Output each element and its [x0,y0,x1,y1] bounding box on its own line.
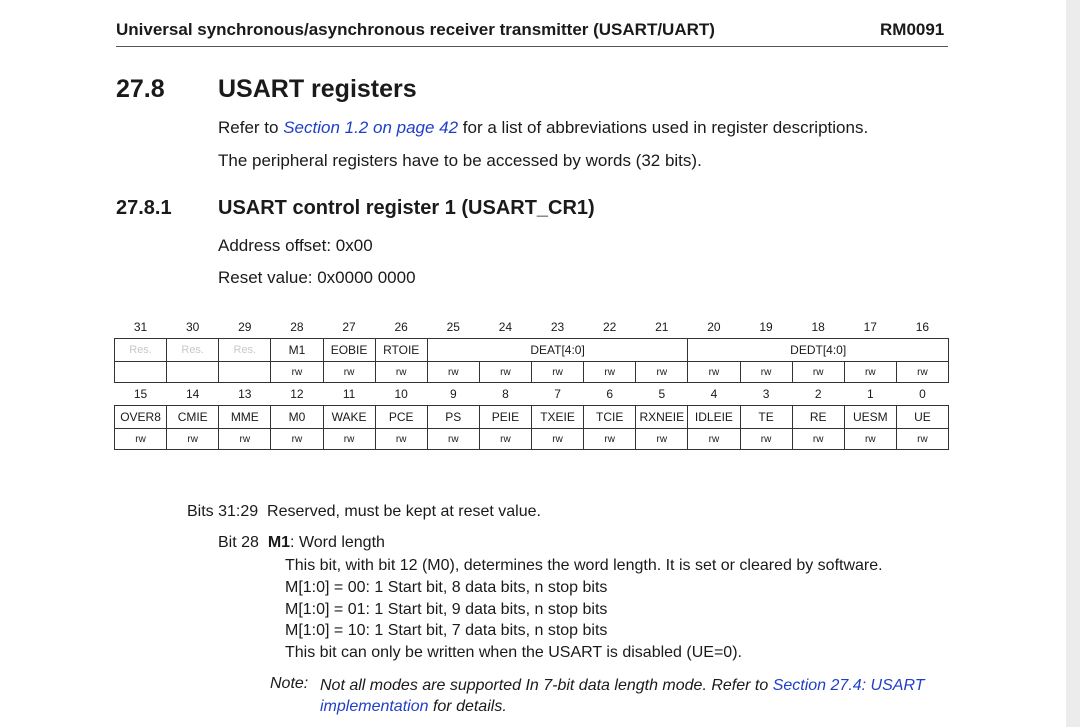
access-type: rw [219,429,271,450]
bit-number: 0 [919,387,926,401]
register-field: PCE [375,406,427,429]
access-type: rw [740,362,792,383]
access-type: rw [271,429,323,450]
bit-28-line: This bit, with bit 12 (M0), determines the word length. It is set or cleared by software. [285,557,883,574]
register-field: TCIE [584,406,636,429]
access-type: rw [636,362,688,383]
note-label: Note: [270,675,309,692]
upper-field-row [115,339,949,362]
register-field: M0 [271,406,323,429]
note-text-before: Not all modes are supported In 7-bit data length mode. Refer to [320,677,773,694]
register-field: OVER8 [115,406,167,429]
section-number: 27.8 [116,75,165,103]
register-field: MME [219,406,271,429]
lower-bit-number-row [115,383,949,406]
access-type: rw [115,429,167,450]
access-type: rw [844,429,896,450]
access-type: rw [375,429,427,450]
bit-number: 26 [394,320,408,334]
access-type: rw [167,429,219,450]
access-type: rw [532,362,584,383]
bit-number: 10 [394,387,408,401]
access-type: rw [479,362,531,383]
bit-28-title: : Word length [290,534,385,551]
access-type: rw [584,362,636,383]
viewer-scroll-strip [1066,0,1080,727]
upper-bit-number-row [115,316,949,339]
access-type: rw [896,362,948,383]
register-field: TE [740,406,792,429]
bit-number: 9 [449,387,457,401]
lower-field-row [115,406,949,429]
register-field: RE [792,406,844,429]
bit-28-line: M[1:0] = 10: 1 Start bit, 7 data bits, n stop bits [285,622,608,639]
bit-number: 23 [550,320,565,334]
register-field: RXNEIE [636,406,688,429]
access-type: rw [479,429,531,450]
access-type [115,362,167,383]
bit-number: 22 [603,320,617,334]
bit-28-name: M1 [267,534,291,551]
reserved-field: Res. [115,339,167,362]
intro-text-before: Refer to [218,118,284,137]
note-text-after: for details. [428,698,507,715]
upper-access-row [115,362,949,383]
register-field: TXEIE [532,406,584,429]
access-type: rw [740,429,792,450]
register-field: EOBIE [323,339,375,362]
bits-31-29-text: Reserved, must be kept at reset value. [267,503,541,520]
section-title: USART registers [218,75,417,103]
section-1-2-link[interactable]: Section 1.2 on page 42 [283,118,459,137]
subsection-title: USART control register 1 (USART_CR1) [218,197,595,219]
section-intro-paragraph [218,118,868,138]
access-type: rw [688,429,740,450]
bit-number: 19 [759,320,773,334]
register-field: PEIE [479,406,531,429]
bit-number: 14 [186,387,200,401]
reserved-field: Res. [219,339,271,362]
bits-31-29-label: Bits 31:29 [187,503,259,520]
access-type: rw [375,362,427,383]
bit-number: 5 [658,387,666,401]
reset-value: Reset value: 0x0000 0000 [218,268,416,287]
register-field: WAKE [323,406,375,429]
bit-number: 16 [915,320,930,334]
bit-number: 17 [863,320,877,334]
bit-28-label: Bit 28 [218,534,259,551]
lower-access-row [115,429,949,450]
bit-number: 4 [710,387,718,401]
bit-number: 28 [290,320,304,334]
access-type: rw [688,362,740,383]
access-type [219,362,271,383]
register-bit-table [114,316,949,450]
header-divider [116,46,948,47]
bit-number: 25 [446,320,460,334]
bit-28-line: M[1:0] = 00: 1 Start bit, 8 data bits, n stop bits [285,579,608,596]
bit-number: 29 [238,320,252,334]
access-type: rw [427,362,479,383]
access-type: rw [532,429,584,450]
reserved-field: Res. [167,339,219,362]
bit-number: 21 [655,320,669,334]
bit-number: 18 [811,320,825,334]
access-type: rw [792,429,844,450]
register-field: PS [427,406,479,429]
bit-number: 20 [707,320,721,334]
bit-number: 8 [502,387,509,401]
bit-number: 3 [762,387,770,401]
bit-number: 11 [342,387,356,401]
register-field: DEAT[4:0] [427,339,688,362]
bit-number: 24 [498,320,513,334]
bit-number: 27 [342,320,356,334]
access-type: rw [792,362,844,383]
section-27-4-link[interactable]: Section 27.4: USART implementation [320,677,925,715]
access-type: rw [584,429,636,450]
access-type: rw [271,362,323,383]
access-type: rw [896,429,948,450]
address-offset: Address offset: 0x00 [218,236,373,255]
bit-number: 15 [133,387,148,401]
bit-number: 1 [866,387,874,401]
register-field: M1 [271,339,323,362]
register-field: DEDT[4:0] [688,339,949,362]
bit-number: 30 [186,320,200,334]
access-note-paragraph: The peripheral registers have to be accessed by words (32 bits). [218,151,702,170]
running-header-title: Universal synchronous/asynchronous receiver transmitter (USART/UART) [116,20,715,39]
register-field: CMIE [167,406,219,429]
bit-28-heading [218,534,385,552]
intro-text-after: for a list of abbreviations used in register descriptions. [458,118,869,137]
bit-28-line: M[1:0] = 01: 1 Start bit, 9 data bits, n stop bits [285,601,608,618]
subsection-number: 27.8.1 [116,197,172,219]
bit-number: 12 [290,387,304,401]
bit-number: 31 [133,320,148,334]
note-text [320,675,945,717]
access-type: rw [636,429,688,450]
register-field: UE [896,406,948,429]
document-id: RM0091 [880,20,945,39]
bits-31-29-description [187,503,541,521]
register-field: RTOIE [375,339,427,362]
access-type: rw [323,362,375,383]
access-type: rw [323,429,375,450]
access-type: rw [427,429,479,450]
register-field: IDLEIE [688,406,740,429]
bit-number: 6 [606,387,614,401]
bit-number: 13 [238,387,252,401]
bit-number: 7 [554,387,561,401]
access-type [167,362,219,383]
bit-number: 2 [814,387,822,401]
bit-28-line: This bit can only be written when the USART is disabled (UE=0). [285,644,742,661]
access-type: rw [844,362,896,383]
register-field: UESM [844,406,896,429]
